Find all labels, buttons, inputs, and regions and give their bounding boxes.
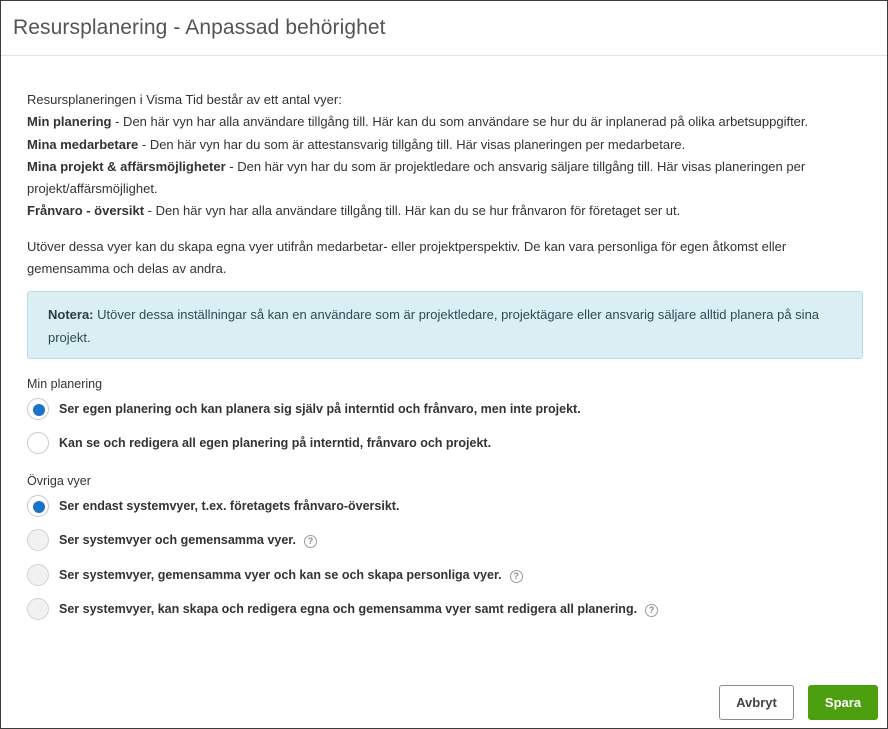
view-name: Min planering [27, 114, 112, 130]
help-icon[interactable]: ? [645, 604, 658, 617]
dialog-header [1, 1, 887, 56]
option-ovriga-vyer-3 [27, 563, 523, 587]
view-name: Mina medarbetare [27, 136, 139, 152]
view-desc-mina-medarbetare [27, 134, 867, 156]
radio-button[interactable] [27, 432, 49, 454]
option-ovriga-vyer-1[interactable] [27, 494, 399, 518]
radio-button-selected[interactable] [27, 398, 49, 420]
view-text: - Den här vyn har alla användare tillgång till. Här kan du se hur frånvaron för företaget ser ut. [144, 203, 681, 219]
option-label: Ser endast systemvyer, t.ex. företagets frånvaro-översikt. [59, 499, 400, 513]
help-icon[interactable]: ? [304, 535, 317, 548]
custom-views-paragraph: Utöver dessa vyer kan du skapa egna vyer utifrån medarbetar- eller projektperspektiv. De kan vara personliga för egen åtkomst eller gemensamma och delas av andra. [27, 238, 787, 277]
dialog-body [27, 89, 867, 281]
view-name: Frånvaro - översikt [27, 203, 145, 219]
view-text: - Den här vyn har alla användare tillgång till. Här kan du som användare se hur du är inplanerad på olika arbetsuppgifter. [111, 114, 809, 130]
help-icon[interactable]: ? [510, 570, 523, 583]
option-label: Kan se och redigera all egen planering på interntid, frånvaro och projekt. [59, 436, 492, 450]
radio-button-disabled [27, 598, 49, 620]
option-min-planering-1[interactable] [27, 397, 581, 421]
option-ovriga-vyer-4 [27, 597, 658, 621]
view-desc-franvaro [27, 200, 867, 222]
save-button[interactable]: Spara [808, 685, 878, 720]
intro-lead: Resursplaneringen i Visma Tid består av ett antal vyer: [27, 92, 342, 107]
option-label: Ser egen planering och kan planera sig själv på interntid och frånvaro, men inte projekt. [59, 402, 581, 416]
radio-button-disabled [27, 529, 49, 551]
option-min-planering-2[interactable] [27, 431, 491, 455]
section-label-min-planering: Min planering [27, 377, 103, 391]
view-desc-min-planering [27, 111, 867, 133]
option-ovriga-vyer-2 [27, 528, 317, 552]
view-desc-mina-projekt [27, 156, 867, 201]
view-name: Mina projekt & affärsmöjligheter [27, 158, 226, 174]
option-label: Ser systemvyer, kan skapa och redigera egna och gemensamma vyer samt redigera all planering. [59, 602, 638, 616]
dialog-title: Resursplanering - Anpassad behörighet [13, 16, 386, 39]
notice-label: Notera: [48, 307, 94, 322]
option-label: Ser systemvyer och gemensamma vyer. [59, 533, 296, 547]
radio-button-selected[interactable] [27, 495, 49, 517]
section-label-ovriga-vyer: Övriga vyer [27, 474, 91, 488]
notice-box [27, 291, 863, 359]
view-text: - Den här vyn har du som är attestansvarig tillgång till. Här visas planeringen per medarbetare. [138, 136, 686, 152]
cancel-button[interactable]: Avbryt [719, 685, 794, 720]
view-text: - Den här vyn har du som är projektledare och ansvarig säljare tillgång till. Här visas planeringen per projekt/affärsmöjlighet. [27, 158, 806, 197]
option-label: Ser systemvyer, gemensamma vyer och kan se och skapa personliga vyer. [59, 568, 502, 582]
notice-text: Utöver dessa inställningar så kan en användare som är projektledare, projektägare eller ansvarig säljare alltid planera på sina projekt. [48, 307, 820, 345]
views-description [27, 89, 867, 223]
radio-button-disabled [27, 564, 49, 586]
